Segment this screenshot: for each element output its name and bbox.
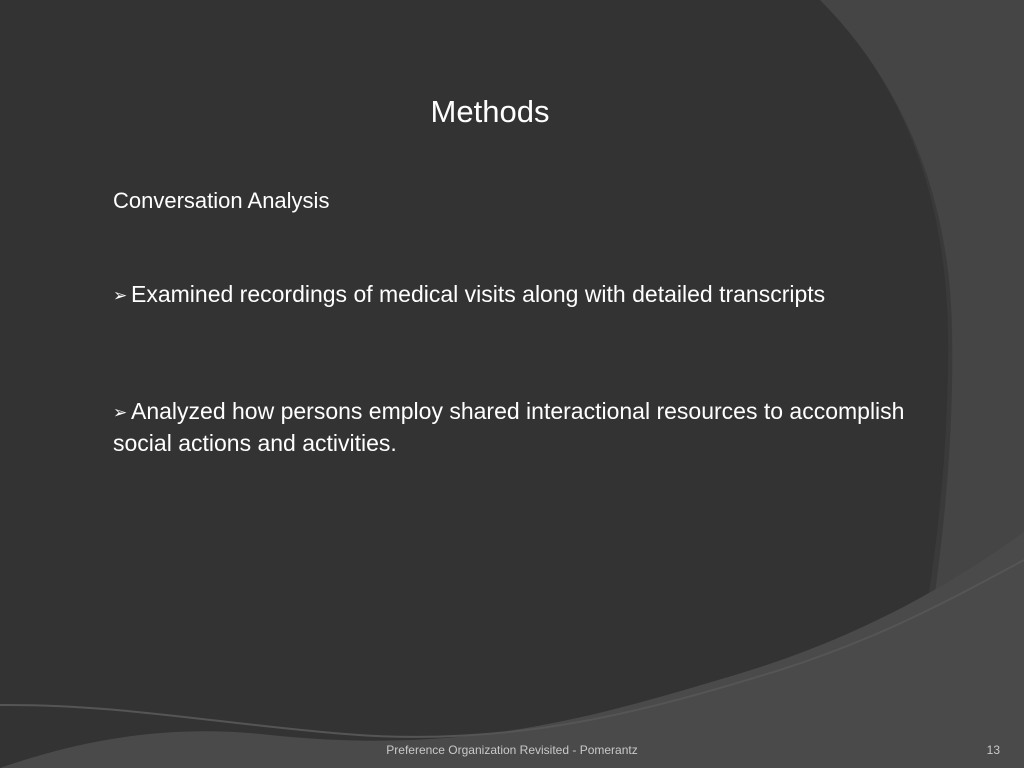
bullet-text-recordings: Examined recordings of medical visits along with detailed transcripts [131, 281, 826, 307]
slide-title: Methods [430, 94, 550, 129]
bullet-text-analysis: Analyzed how persons employ shared interactional resources to accomplish social actions and activities. [113, 398, 905, 456]
arrow-bullet-icon: ➢ [113, 286, 128, 305]
slide-footer: Preference Organization Revisited - Pomerantz [386, 743, 638, 757]
bullet-item-recordings [113, 279, 913, 311]
slide-subtitle: Conversation Analysis [113, 188, 330, 213]
arrow-bullet-icon: ➢ [113, 403, 128, 422]
bullet-item-analysis [113, 396, 913, 459]
page-number: 13 [986, 743, 1000, 757]
